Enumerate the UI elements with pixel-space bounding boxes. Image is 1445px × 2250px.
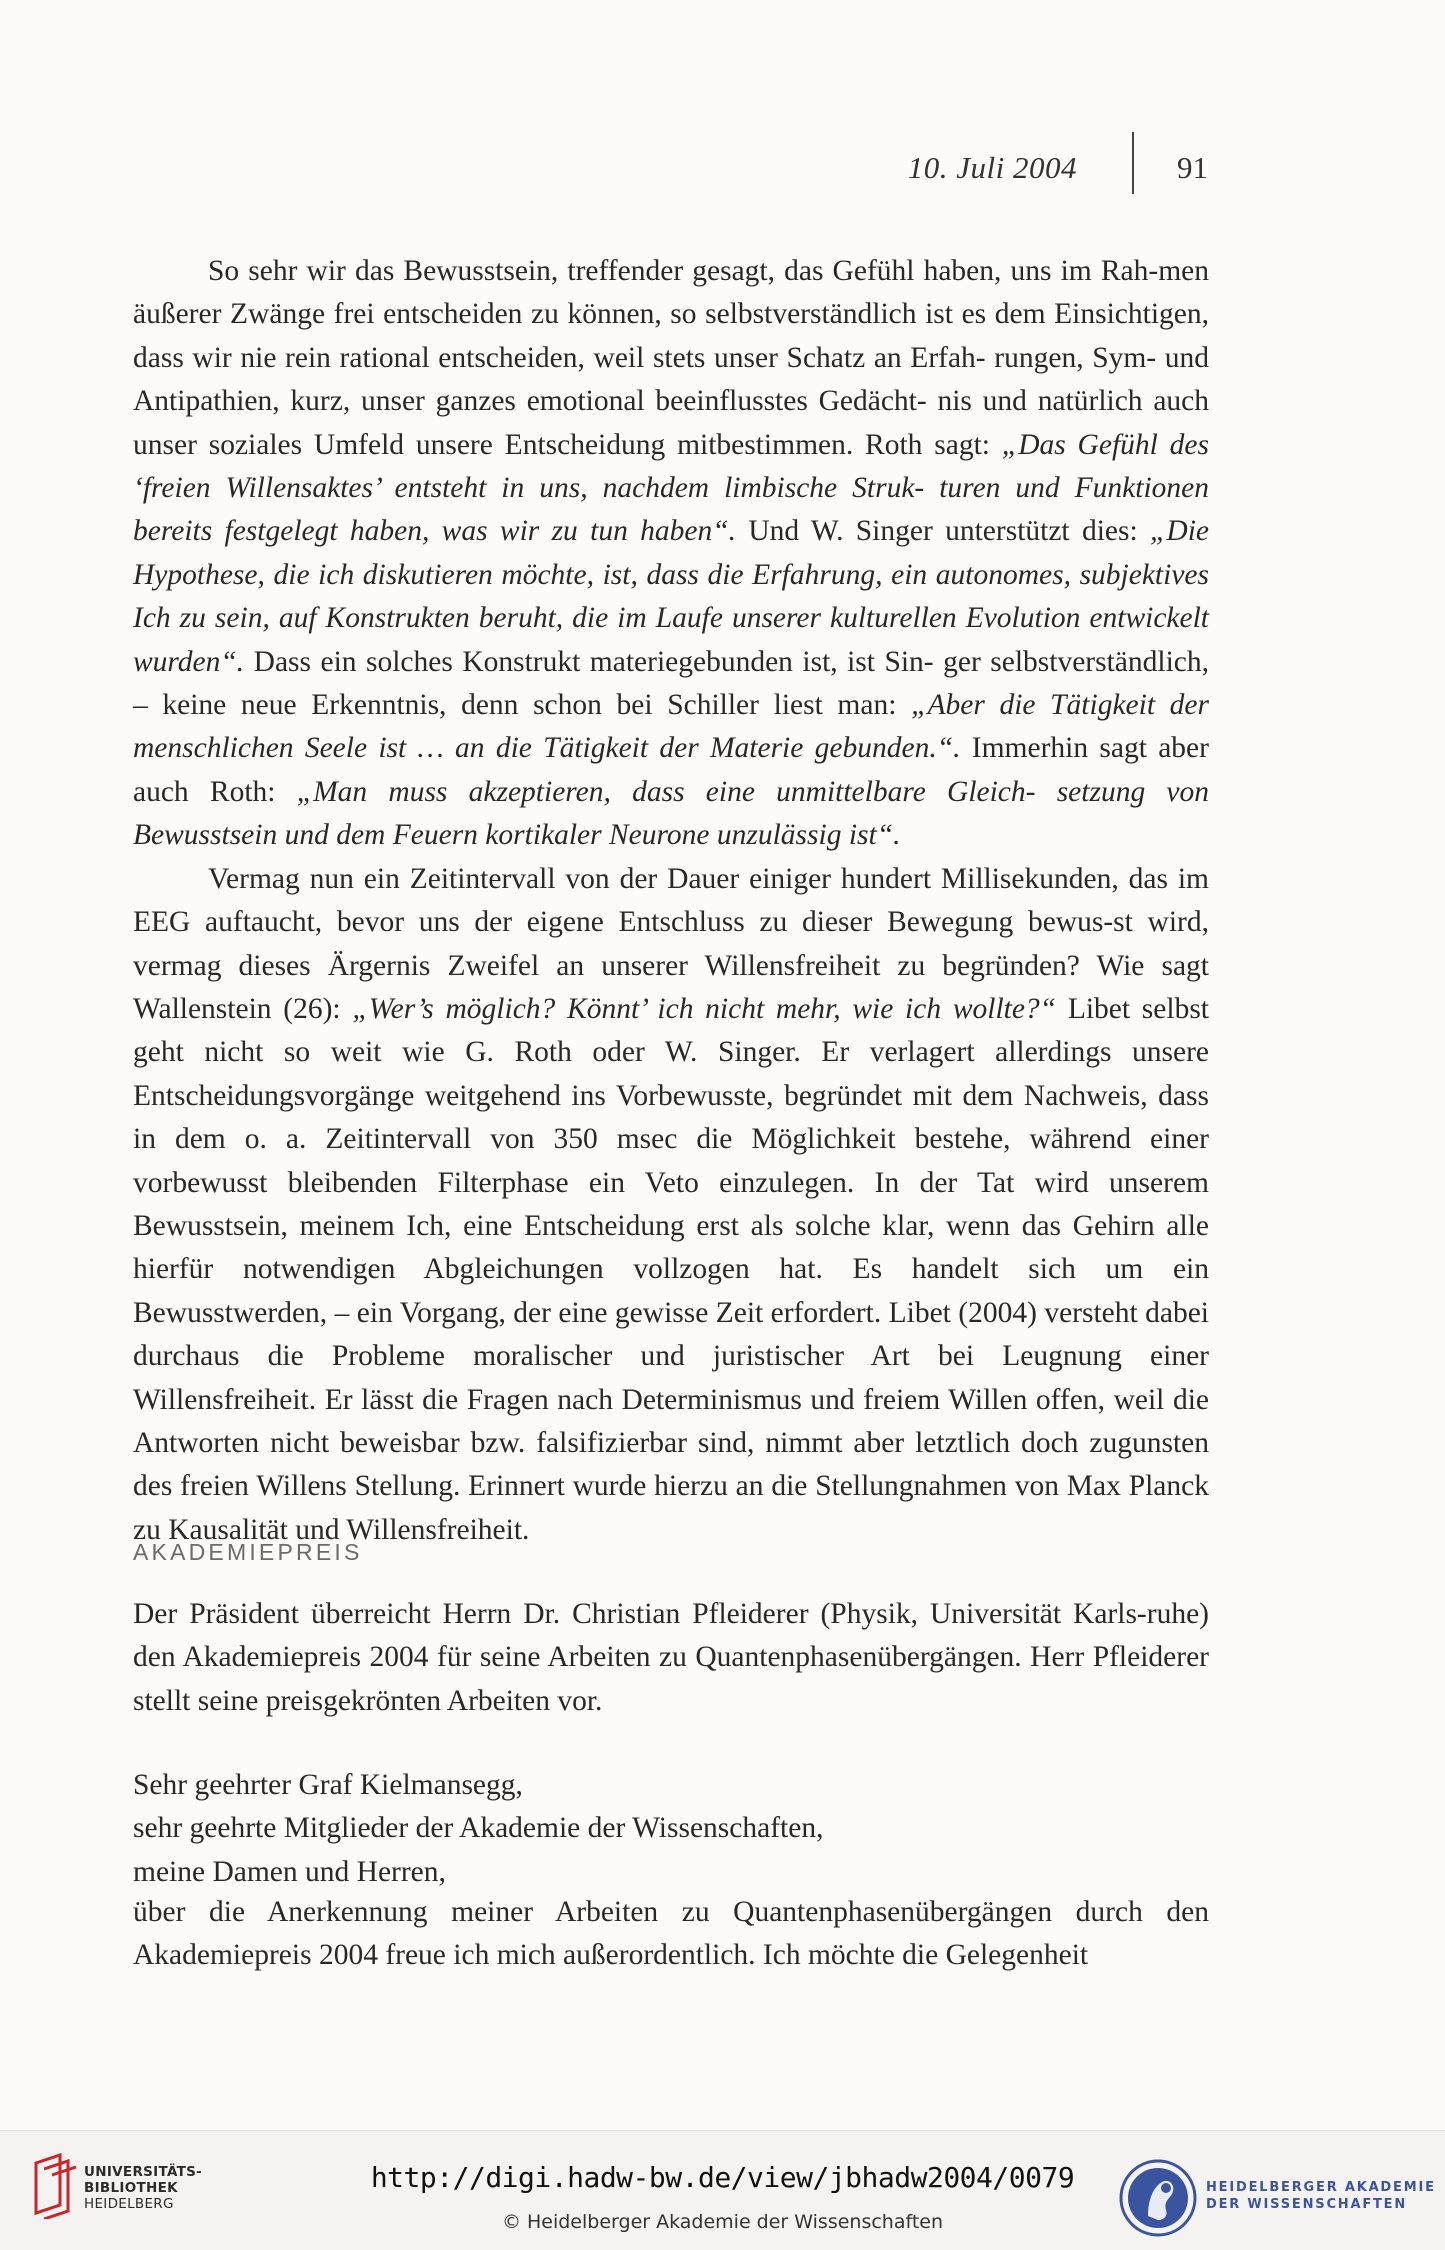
paragraph: So sehr wir das Bewusstsein, treffender gesagt, das Gefühl haben, uns im Rah-men äußerer Zwänge frei entscheiden zu können, so selbstverständlich ist es dem Einsichtigen, dass wir nie rein rational entscheiden, weil stets unser Schatz an Erfah- rungen, Sym- und Antipathien, kurz, unser ganzes emotional beeinflusstes Gedächt- nis und natürlich auch unser soziales Umfeld unsere Entscheidung mitbestimmen. Roth sagt: „Das Gefühl des ‘freien Willensaktes’ entsteht in uns, nachdem limbische Struk- turen und Funktionen bereits festgelegt haben, was wir zu tun haben“. Und W. Singer unterstützt dies: „Die Hypothese, die ich diskutieren möchte, ist, dass die Erfahrung, ein autonomes, subjektives Ich zu sein, auf Konstrukten beruht, die im Laufe unserer kulturellen Evolution entwickelt wurden“. Dass ein solches Konstrukt materiegebunden ist, ist Sin- ger selbstverständlich, – keine neue Erkenntnis, denn schon bei Schiller liest man: „Aber die Tätigkeit der menschlichen Seele ist … an die Tätigkeit der Materie gebunden.“. Immerhin sagt aber auch Roth: „Man muss akzeptieren, dass eine unmittelbare Gleich- setzung von Bewusstsein und dem Feuern kortikaler Neurone unzulässig ist“. — [133, 255, 1210, 852]
salutation-line: sehr geehrte Mitglieder der Akademie der Wissenschaften, — [133, 1812, 824, 1845]
page-header — [0, 150, 1445, 190]
source-url-link[interactable]: http://digi.hadw-bw.de/view/jbhadw2004/0079 — [370, 2161, 1075, 2194]
section-intro — [133, 1593, 1209, 1723]
copyright-notice: © Heidelberger Akademie der Wissenschaften — [501, 2211, 944, 2233]
salutation — [133, 1764, 1209, 1894]
section-heading: AKADEMIEPREIS — [133, 1539, 363, 1565]
academy-name[interactable]: HEIDELBERGER AKADEMIE DER WISSENSCHAFTEN — [1206, 2180, 1436, 2212]
speech-text — [133, 1891, 1209, 1978]
university-library-name[interactable]: UNIVERSITÄTS- BIBLIOTHEK HEIDELBERG — [84, 2164, 203, 2212]
viewer-footer — [0, 2130, 1445, 2250]
paragraph: Der Präsident überreicht Herrn Dr. Christian Pfleiderer (Physik, Universität Karls-ruhe) den Akademiepreis 2004 für seine Arbeiten zu Quantenphasenübergängen. Herr Pfleiderer stellt seine preisgekrönten Arbeiten vor. — [133, 1598, 1209, 1717]
paragraph: über die Anerkennung meiner Arbeiten zu Quantenphasenübergängen durch den Akademiepreis 2004 freue ich mich außerordentlich. Ich möchte die Gelegenheit — [133, 1896, 1209, 1972]
page-number: 91 — [1177, 150, 1208, 185]
paragraph: Vermag nun ein Zeitintervall von der Dauer einiger hundert Millisekunden, das im EEG auftaucht, bevor uns der eigene Entschluss zu dieser Bewegung bewus-st wird, vermag dieses Ärgernis Zweifel an unserer Willensfreiheit zu begründen? Wie sagt Wallenstein (26): „Wer’s möglich? Könnt’ ich nicht mehr, wie ich wollte?“ Libet selbst geht nicht so weit wie G. Roth oder W. Singer. Er verlagert allerdings unsere Entscheidungsvorgänge weitgehend ins Vorbewusste, begründet mit dem Nachweis, dass in dem o. a. Zeitintervall von 350 msec die Möglichkeit bestehe, während einer vorbewusst bleibenden Filterphase ein Veto einzulegen. In der Tat wird unserem Bewusstsein, meinem Ich, eine Entscheidung erst als solche klar, wenn das Gehirn alle hierfür notwendigen Abgleichungen vollzogen hat. Es handelt sich um ein Bewusstwerden, – ein Vorgang, der eine gewisse Zeit erfordert. Libet (2004) versteht dabei durchaus die Probleme moralischer und juristischer Art bei Leugnung einer Willensfreiheit. Er lässt die Fragen nach Determinismus und freiem Willen offen, weil die Antworten nicht beweisbar bzw. falsifizierbar sind, nimmt aber letztlich doch zugunsten des freien Willens Stellung. Erinnert wurde hierzu an die Stellungnahmen von Max Planck zu Kausalität und Willensfreiheit. — [133, 862, 1210, 1546]
running-title: 10. Juli 2004 — [907, 150, 1077, 185]
salutation-line: Sehr geehrter Graf Kielmansegg, — [133, 1769, 523, 1801]
header-divider — [1132, 132, 1134, 194]
academy-seal-icon[interactable] — [1118, 2158, 1198, 2238]
salutation-line: meine Damen und Herren, — [133, 1855, 446, 1888]
body-text — [133, 250, 1209, 1552]
